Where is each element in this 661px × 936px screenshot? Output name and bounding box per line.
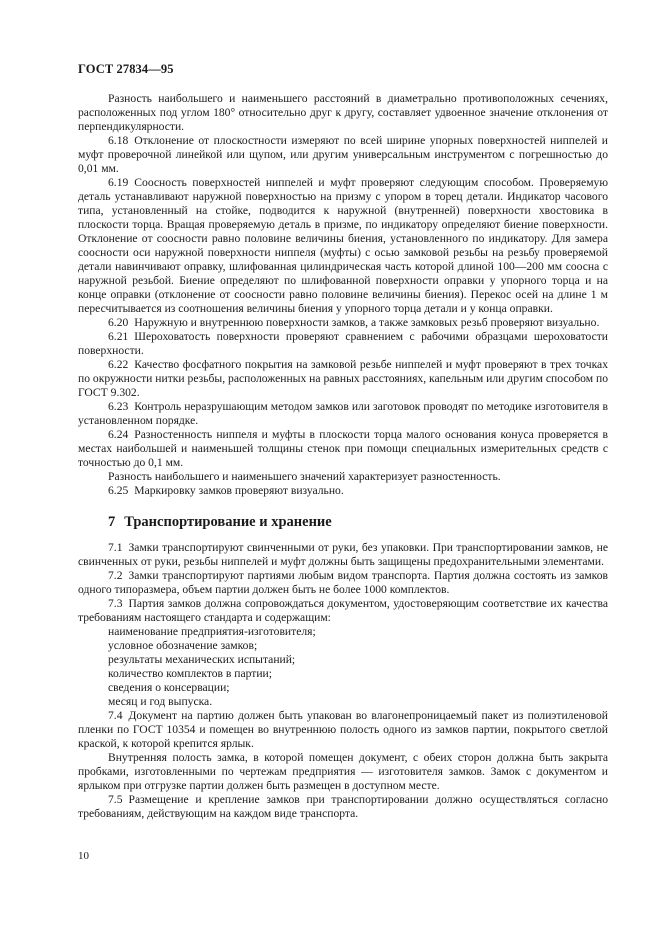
section-number: 7 [108, 514, 116, 530]
paragraph-6-24: 6.24 Разностенность ниппеля и муфты в плоскости торца малого основания конуса проверяется в местах наибольшей и наименьшей толщины стенок при помощи специальных измерительных средств с точностью до 0,1 мм. [78, 428, 608, 469]
page-number: 10 [78, 850, 89, 862]
list-item: условное обозначение замков; [108, 639, 258, 652]
list-item: месяц и год выпуска. [108, 695, 213, 708]
clause-number: 7.1 [108, 541, 123, 554]
paragraph: Разность наибольшего и наименьшего значений характеризует разностенность. [108, 470, 501, 483]
paragraph: Разность наибольшего и наименьшего расстояний в диаметрально противоположных сечениях, расположенных под углом 180° относительно друг к другу, составляет удвоенное значение отклонения от перпендикулярности. [78, 92, 608, 133]
paragraph-6-19: 6.19 Соосность поверхностей ниппелей и муфт проверяют следующим способом. Проверяемую деталь устанавливают наружной поверхностью на призму с упором в торец детали. Индикатор часового типа, установленный на стойке, подводится к наружной (внутренней) поверхности хвостовика в плоскости торца. Вращая проверяемую деталь в призме, по индикатору определяют биение поверхности. Отклонение от соосности равно половине величины биения, установленного по индикатору. Для замера соосности оси наружной поверхности ниппеля (муфты) с осью замковой резьбы на резьбу проверяемой детали навинчивают оправку, шлифованная цилиндрическая часть которой длиной 100—200 мм соосна с наружной резьбой. Биение определяют по шлифованной поверхности оправки у упорного торца и на конце оправки (отклонение от соосности равно половине величины биения). Перекос осей на длине 1 м пересчитывается из соотношения величины биения у упорного торца детали и у конца оправки. [78, 176, 608, 315]
paragraph-6-23: 6.23 Контроль неразрушающим методом замков или заготовок проводят по методике изготовителя в установленном порядке. [78, 400, 608, 427]
paragraph-7-2: 7.2 Замки транспортируют партиями любым видом транспорта. Партия должна состоять из замков одного типоразмера, объем партии должен быть не более 1000 комплектов. [78, 569, 608, 596]
clause-number: 6.20 [108, 316, 129, 329]
paragraph-6-18: 6.18 Отклонение от плоскостности измеряют по всей ширине упорных поверхностей ниппелей и муфт проверочной линейкой или щупом, или другим универсальным инструментом с погрешностью до 0,01 мм. [78, 134, 608, 175]
section-heading-7 [78, 515, 608, 529]
list-item: наименование предприятия-изготовителя; [108, 625, 316, 638]
clause-number: 6.18 [108, 134, 129, 147]
list-item: результаты механических испытаний; [108, 653, 296, 666]
paragraph: Внутренняя полость замка, в которой помещен документ, с обеих сторон должна быть закрыта пробками, изготовленными по чертежам предприятия — изготовителя замков. Замок с документом и ярлыком при отгрузке партии должен быть размещен в доступном месте. [78, 751, 608, 792]
document-contents-list [78, 625, 608, 709]
document-page [78, 62, 608, 821]
clause-number: 6.22 [108, 358, 129, 371]
clause-number: 6.24 [108, 428, 129, 441]
paragraph-7-1: 7.1 Замки транспортируют свинченными от руки, без упаковки. При транспортировании замков, не свинченных от руки, резьбы ниппелей и муфт должны быть защищены предохранительными элементами. [78, 541, 608, 568]
clause-number: 6.25 [108, 484, 129, 497]
list-item: сведения о консервации; [108, 681, 230, 694]
section-7-paragraphs [78, 541, 608, 821]
clause-number: 7.2 [108, 569, 123, 582]
clause-number: 6.23 [108, 400, 129, 413]
paragraph-7-5: 7.5 Размещение и крепление замков при транспортировании должно осуществляться согласно требованиям, действующим на каждом виде транспорта. [78, 793, 608, 820]
document-header: ГОСТ 27834—95 [78, 62, 174, 76]
paragraph-6-21: 6.21 Шероховатость поверхности проверяют сравнением с рабочими образцами шероховатости поверхности. [78, 330, 608, 357]
paragraph-7-4: 7.4 Документ на партию должен быть упакован во влагонепроницаемый пакет из полиэтиленовой пленки по ГОСТ 10354 и помещен во внутреннюю полость одного из замков партии, покрытого светлой краской, к которой крепится ярлык. [78, 709, 608, 750]
list-item: количество комплектов в партии; [108, 667, 272, 680]
clause-number: 6.21 [108, 330, 129, 343]
clause-number: 7.4 [108, 709, 123, 722]
clause-number: 6.19 [108, 176, 129, 189]
paragraph-6-22: 6.22 Качество фосфатного покрытия на замковой резьбе ниппелей и муфт проверяют в трех точках по окружности нитки резьбы, расположенных на равных расстояниях, капельным или другим способом по ГОСТ 9.302. [78, 358, 608, 399]
clause-number: 7.5 [108, 793, 123, 806]
section-title: Транспортирование и хранение [124, 514, 332, 530]
paragraph-6-20: 6.20 Наружную и внутреннюю поверхности замков, а также замковых резьб проверяют визуально. [108, 316, 600, 329]
paragraph-7-3: 7.3 Партия замков должна сопровождаться документом, удостоверяющим соответствие их качества требованиям настоящего стандарта и содержащим: [78, 597, 608, 624]
section-6-paragraphs [78, 92, 608, 498]
clause-number: 7.3 [108, 597, 123, 610]
paragraph-6-25: 6.25 Маркировку замков проверяют визуально. [108, 484, 344, 497]
